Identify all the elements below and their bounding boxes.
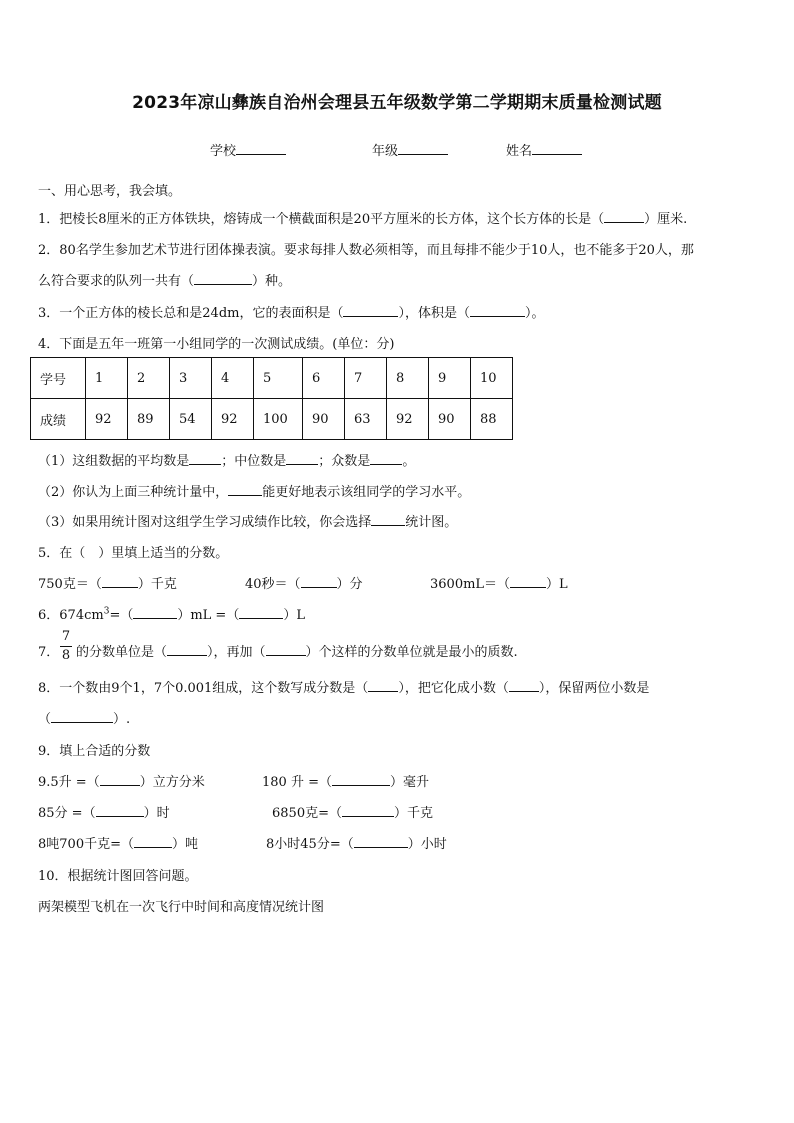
q9-r3a-blank <box>134 846 172 848</box>
fraction-bar <box>60 646 72 647</box>
table-cell: 10 <box>471 358 513 399</box>
question-5-item-b <box>245 573 363 592</box>
q7-text: 的分数单位是（ <box>76 645 168 660</box>
q2-end: ）种。 <box>252 274 292 289</box>
q5-a-unit: ）千克 <box>137 577 177 592</box>
q6-blank-ml <box>133 617 177 619</box>
q6-equals: =（ <box>109 608 134 623</box>
page-title: 2023年凉山彝族自治州会理县五年级数学第二学期期末质量检测试题 <box>132 93 662 113</box>
q9-r2b-blank <box>342 815 394 817</box>
table-cell: 4 <box>212 358 254 399</box>
q9-r2a-text: 85分 =（ <box>38 806 96 821</box>
table-cell: 9 <box>429 358 471 399</box>
q5-b-blank <box>301 586 337 588</box>
q8-blank-fraction <box>368 690 398 692</box>
q6-superscript: 3 <box>103 606 110 617</box>
school-label: 学校 <box>210 144 237 159</box>
table-cell: 90 <box>429 399 471 440</box>
q7-end: ）个这样的分数单位就是最小的质数. <box>305 645 518 660</box>
q1-text: 1．把棱长8厘米的正方体铁块，熔铸成一个横截面积是20平方厘米的长方体，这个长方体的长是（ <box>38 212 605 227</box>
q8-mid: ），把它化成小数（ <box>398 681 509 696</box>
q9-r3a-unit: ）吨 <box>171 837 198 852</box>
q7-blank-count <box>266 654 306 656</box>
question-6 <box>38 604 305 623</box>
table-cell: 90 <box>303 399 345 440</box>
q4-sub3-text: （3）如果用统计图对这组学生学习成绩作比较，你会选择 <box>38 515 372 530</box>
median-blank <box>286 464 318 465</box>
q3-mid: ），体积是（ <box>398 306 470 321</box>
question-9-row-1a <box>38 771 205 790</box>
table-cell: 学号 <box>31 358 86 399</box>
q5-a-text: 750克＝（ <box>38 577 102 592</box>
table-cell: 5 <box>254 358 303 399</box>
q5-c-text: 3600mL＝（ <box>430 577 511 592</box>
q2-text: 么符合要求的队列一共有（ <box>38 274 195 289</box>
question-5-item-a <box>38 573 177 592</box>
grade-label: 年级 <box>372 144 399 159</box>
table-cell: 89 <box>128 399 170 440</box>
q8-blank-decimal <box>509 690 539 692</box>
q4-sub2-text: （2）你认为上面三种统计量中， <box>38 485 229 500</box>
question-4: 4．下面是五年一班第一小组同学的一次测试成绩。(单位：分) <box>38 337 395 352</box>
question-2-line-2 <box>38 270 291 289</box>
question-5: 5．在（ ）里填上适当的分数。 <box>38 546 229 561</box>
name-field <box>506 140 582 159</box>
mean-blank <box>189 464 221 465</box>
name-label: 姓名 <box>506 144 533 159</box>
q4-sub3-end: 统计图。 <box>405 515 458 530</box>
q2-blank <box>194 283 252 285</box>
fraction-numerator: 7 <box>61 629 71 644</box>
q7-mid: ），再加（ <box>207 645 266 660</box>
table-cell: 6 <box>303 358 345 399</box>
table-cell: 92 <box>86 399 128 440</box>
q4-sub1-text: （1）这组数据的平均数是 <box>38 454 190 469</box>
q9-r2a-blank <box>96 815 144 817</box>
q7-blank-unit <box>167 654 207 656</box>
question-1 <box>38 208 687 227</box>
fraction-denominator: 8 <box>61 648 71 663</box>
q9-r3b-blank <box>354 846 408 848</box>
question-9-row-2b <box>272 802 433 821</box>
chart-caption: 两架模型飞机在一次飞行中时间和高度情况统计图 <box>38 900 325 915</box>
q4-sub1-mode-label: ；众数是 <box>318 454 371 469</box>
question-3 <box>38 302 545 321</box>
q9-r1a-unit: ）立方分米 <box>139 775 205 790</box>
q3-end: ）。 <box>524 306 545 321</box>
question-2-line-1: 2．80名学生参加艺术节进行团体操表演。要求每排人数必须相等，而且每排不能少于10人，也不能多于20人，那 <box>38 243 694 258</box>
q9-r3b-unit: ）小时 <box>407 837 447 852</box>
school-field <box>210 140 286 159</box>
question-5-item-c <box>430 573 568 592</box>
question-4-sub-2 <box>38 481 470 500</box>
table-cell: 7 <box>345 358 387 399</box>
q6-blank-l <box>239 617 283 619</box>
table-cell: 54 <box>170 399 212 440</box>
table-cell: 成绩 <box>31 399 86 440</box>
question-8-line-2 <box>38 708 130 727</box>
q8-end: ）. <box>113 712 131 727</box>
q4-sub2-end: 能更好地表示该组同学的学习水平。 <box>262 485 471 500</box>
q8-round-text: ），保留两位小数是 <box>538 681 650 696</box>
q6-mid: ）mL =（ <box>177 608 240 623</box>
question-9-row-2a <box>38 802 170 821</box>
question-9-row-3a <box>38 833 198 852</box>
name-blank <box>532 154 582 155</box>
question-4-sub-3 <box>38 511 457 530</box>
q9-r1b-blank <box>332 784 390 786</box>
q9-r1b-unit: ）毫升 <box>389 775 429 790</box>
table-cell: 2 <box>128 358 170 399</box>
q8-blank-rounded <box>51 721 113 723</box>
section-heading: 一、用心思考，我会填。 <box>38 184 182 199</box>
table-cell: 63 <box>345 399 387 440</box>
q5-c-unit: ）L <box>546 577 568 592</box>
table-row <box>31 399 513 440</box>
q8-open: （ <box>38 712 52 727</box>
q1-blank <box>604 221 644 223</box>
q5-b-text: 40秒＝（ <box>245 577 301 592</box>
question-8 <box>38 677 649 696</box>
question-9: 9．填上合适的分数 <box>38 744 151 759</box>
question-9-row-1b <box>262 771 429 790</box>
q6-end: ）L <box>283 608 305 623</box>
q9-r2a-unit: ）时 <box>143 806 170 821</box>
score-table <box>30 357 513 440</box>
question-4-sub-1 <box>38 450 415 469</box>
q3-blank-area <box>343 315 398 317</box>
q9-r2b-text: 6850克=（ <box>272 806 342 821</box>
q4-sub1-median-label: ；中位数是 <box>221 454 287 469</box>
table-cell: 92 <box>387 399 429 440</box>
q9-r3b-text: 8小时45分=（ <box>266 837 354 852</box>
statistic-blank <box>228 495 262 496</box>
table-cell: 8 <box>387 358 429 399</box>
table-cell: 88 <box>471 399 513 440</box>
q8-text: 8．一个数由9个1，7个0.001组成，这个数写成分数是（ <box>38 681 369 696</box>
table-cell: 1 <box>86 358 128 399</box>
fraction-seven-eighths <box>60 630 72 663</box>
grade-field <box>372 140 448 159</box>
q9-r1b-text: 180 升 =（ <box>262 775 332 790</box>
question-10: 10．根据统计图回答问题。 <box>38 869 198 884</box>
q5-a-blank <box>102 586 138 588</box>
q1-end: ）厘米. <box>644 212 688 227</box>
q9-r1a-text: 9.5升 =（ <box>38 775 100 790</box>
q5-b-unit: ）分 <box>336 577 363 592</box>
q6-text: 6．674cm <box>38 608 104 623</box>
q4-sub1-end: 。 <box>402 454 416 469</box>
q3-text: 3．一个正方体的棱长总和是24dm，它的表面积是（ <box>38 306 344 321</box>
q9-r2b-unit: ）千克 <box>393 806 433 821</box>
question-9-row-3b <box>266 833 447 852</box>
q5-c-blank <box>510 586 546 588</box>
q9-r3a-text: 8吨700千克=（ <box>38 837 134 852</box>
q3-blank-volume <box>470 315 525 317</box>
mode-blank <box>370 464 402 465</box>
question-7 <box>76 641 518 660</box>
q9-r1a-blank <box>100 784 140 786</box>
table-cell: 3 <box>170 358 212 399</box>
school-blank <box>236 154 286 155</box>
table-row <box>31 358 513 399</box>
chart-type-blank <box>371 525 405 526</box>
grade-blank <box>398 154 448 155</box>
question-7-number: 7． <box>38 645 60 660</box>
table-cell: 100 <box>254 399 303 440</box>
table-cell: 92 <box>212 399 254 440</box>
